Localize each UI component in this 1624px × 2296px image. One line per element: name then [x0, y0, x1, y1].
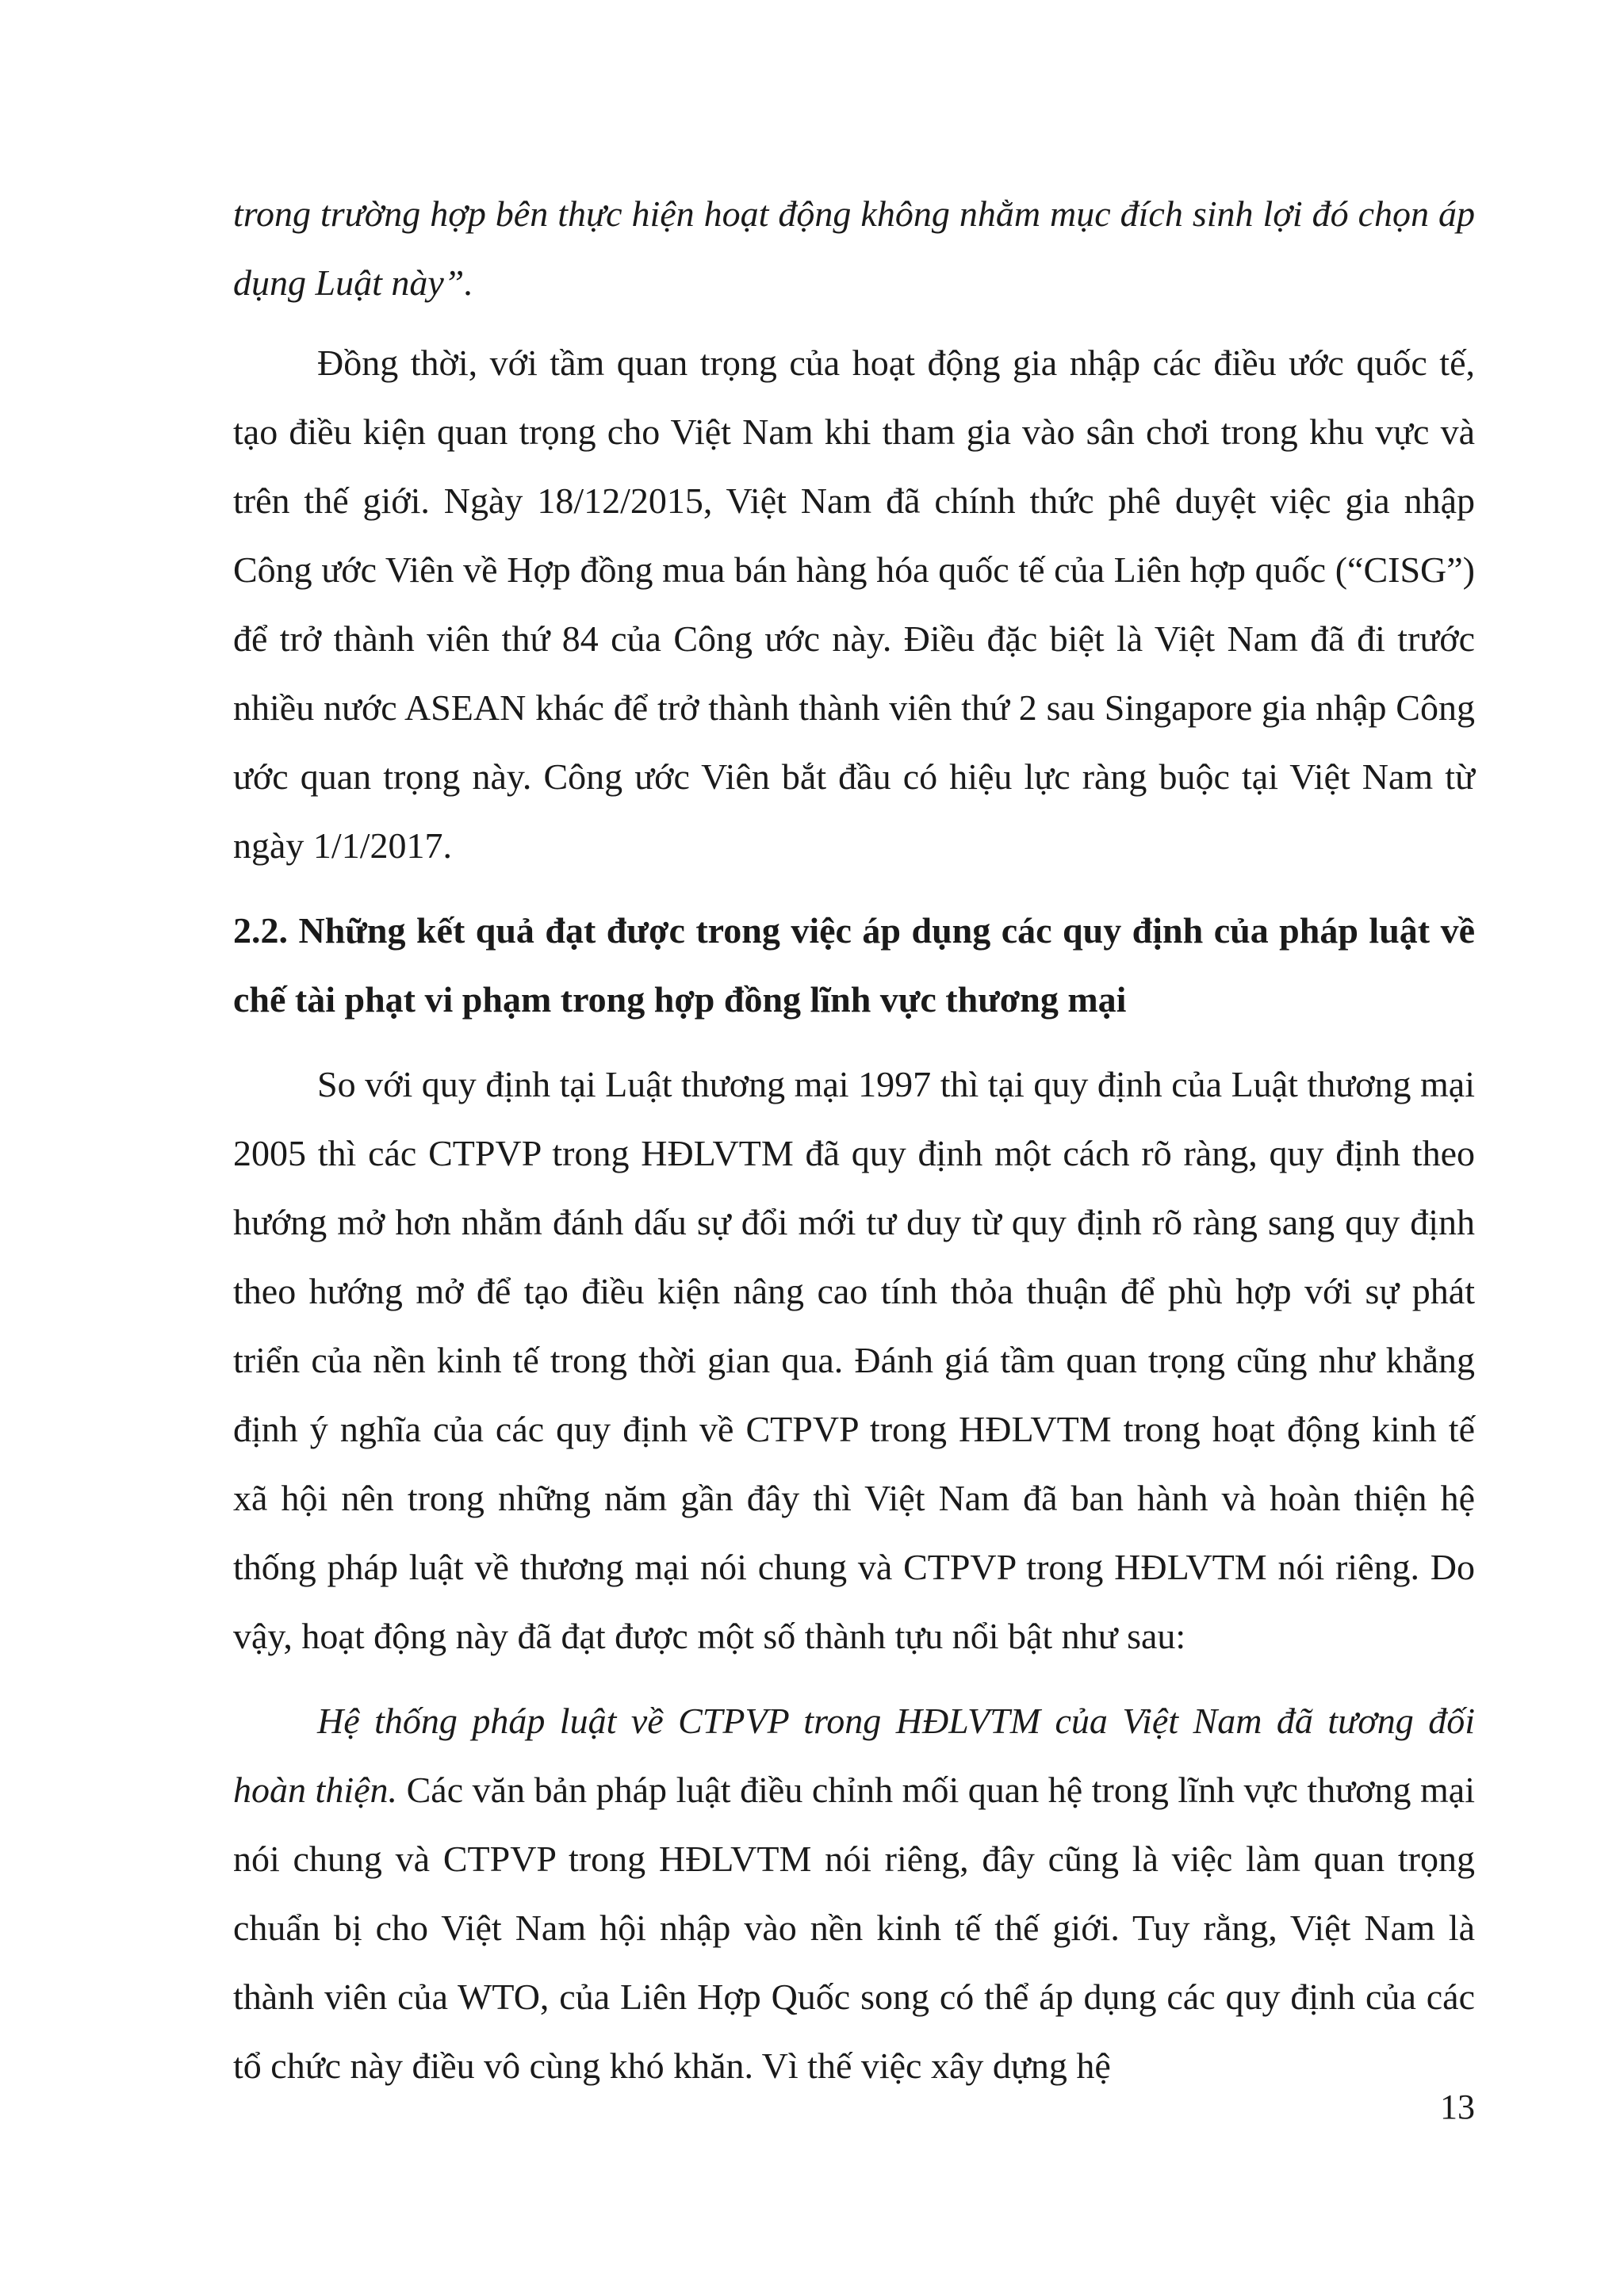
paragraph-commercial-law-comparison: So với quy định tại Luật thương mại 1997 thì tại quy định của Luật thương mại 2005 thì các CTPVP trong HĐLVTM đã quy định một cách rõ ràng, quy định theo hướng mở hơn nhằm đánh dấu sự đổi mới tư duy từ quy định rõ ràng sang quy định theo hướng mở để tạo điều kiện nâng cao tính thỏa thuận để phù hợp với sự phát triển của nền kinh tế trong thời gian qua. Đánh giá tầm quan trọng cũng như khẳng định ý nghĩa của các quy định về CTPVP trong HĐLVTM trong hoạt động kinh tế xã hội nên trong những năm gần đây thì Việt Nam đã ban hành và hoàn thiện hệ thống pháp luật về thương mại nói chung và CTPVP trong HĐLVTM nói riêng. Do vậy, hoạt động này đã đạt được một số thành tựu nổi bật như sau:	[233, 1064, 1475, 1656]
paragraph-cisg: Đồng thời, với tầm quan trọng của hoạt động gia nhập các điều ước quốc tế, tạo điều kiện quan trọng cho Việt Nam khi tham gia vào sân chơi trong khu vực và trên thế giới. Ngày 18/12/2015, Việt Nam đã chính thức phê duyệt việc gia nhập Công ước Viên về Hợp đồng mua bán hàng hóa quốc tế của Liên hợp quốc (“CISG”) để trở thành viên thứ 84 của Công ước này. Điều đặc biệt là Việt Nam đã đi trước nhiều nước ASEAN khác để trở thành thành viên thứ 2 sau Singapore gia nhập Công ước quan trọng này. Công ước Viên bắt đầu có hiệu lực ràng buộc tại Việt Nam từ ngày 1/1/2017.	[233, 342, 1475, 866]
paragraph-legal-system-lead: Hệ thống pháp luật về CTPVP trong HĐLVTM của Việt Nam đã tương đối hoàn thiện.	[233, 1701, 1475, 1810]
paragraph-quote-continuation: trong trường hợp bên thực hiện hoạt động không nhằm mục đích sinh lợi đó chọn áp dụng Luật này”.	[233, 193, 1475, 303]
paragraph-legal-system	[233, 1686, 1475, 2100]
page-body	[233, 179, 1475, 2100]
page-number: 13	[1440, 2087, 1475, 2126]
section-heading-2-2: 2.2. Những kết quả đạt được trong việc áp dụng các quy định của pháp luật về chế tài phạt vi phạm trong hợp đồng lĩnh vực thương mại	[233, 910, 1475, 1020]
paragraph-legal-system-body: Các văn bản pháp luật điều chỉnh mối quan hệ trong lĩnh vực thương mại nói chung và CTPVP trong HĐLVTM nói riêng, đây cũng là việc làm quan trọng chuẩn bị cho Việt Nam hội nhập vào nền kinh tế thế giới. Tuy rằng, Việt Nam là thành viên của WTO, của Liên Hợp Quốc song có thể áp dụng các quy định của các tổ chức này điều vô cùng khó khăn. Vì thế việc xây dựng hệ	[233, 1770, 1475, 2086]
